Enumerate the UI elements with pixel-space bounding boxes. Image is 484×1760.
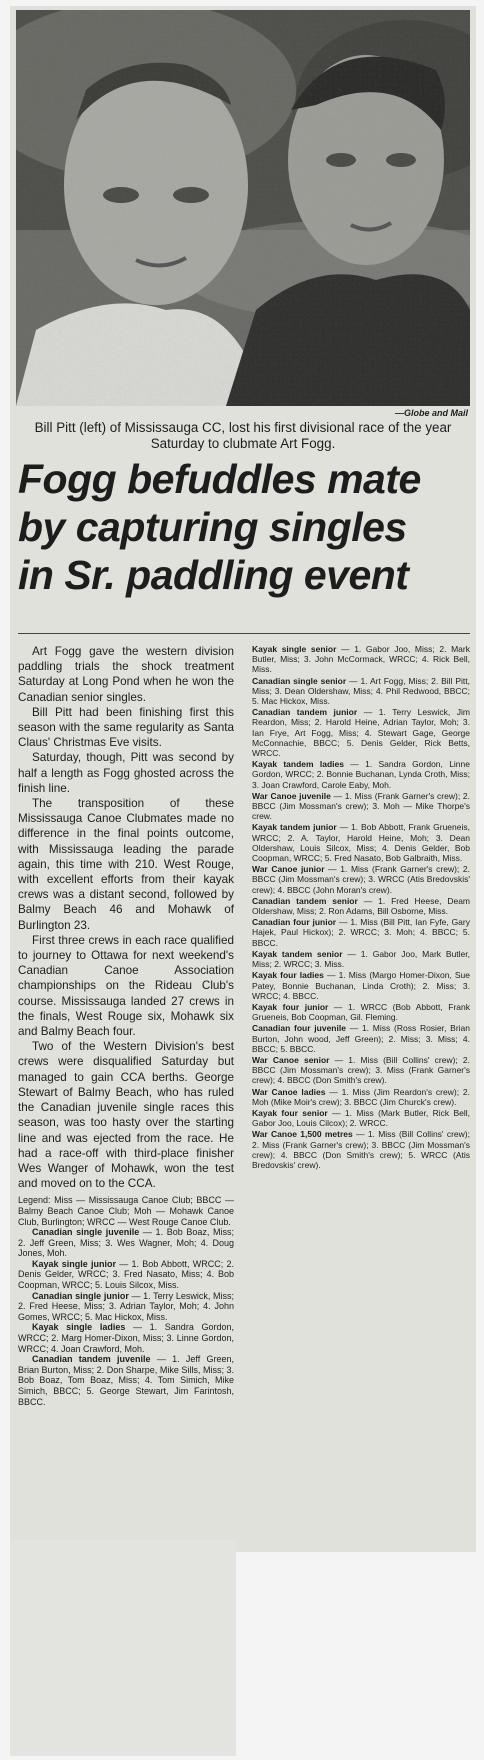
- story-paragraph: Saturday, though, Pitt was second by half a length as Fogg ghosted across the finish line.: [18, 751, 234, 795]
- legend: Legend: Miss — Mississauga Canoe Club; BBCC — Balmy Beach Canoe Club; Moh — Mohawk Canoe Club, Burlington; WRCC — West Rouge Canoe Club.: [18, 1195, 234, 1227]
- photo-caption: Bill Pitt (left) of Mississauga CC, lost his first divisional race of the year Saturday to clubmate Art Fogg.: [34, 420, 452, 451]
- results-list-left: [18, 1227, 234, 1407]
- result-entry: [18, 1259, 234, 1291]
- result-event: Canadian tandem junior: [252, 707, 358, 718]
- photo-credit: —Globe and Mail: [394, 408, 468, 418]
- result-entry: [252, 759, 470, 790]
- result-entry: [252, 1087, 470, 1107]
- headline-line: Fogg befuddles mate: [18, 456, 421, 502]
- result-event: War Canoe 1,500 metres: [252, 1129, 353, 1140]
- result-text: — 1. Miss (Mark Butler, Rick Bell, Gabor Joo, Louis Cilcox); 2. WRCC.: [252, 1107, 470, 1129]
- story-paragraph: The transposition of these Mississauga Canoe Clubmates made no difference in the final points outcome, with Mississauga leading the parade again, this time with 210. West Rouge, with excellent efforts from their kayak crews was a distant second, followed by Balmy Beach 46 and Mohawk of Burlington 23.: [18, 797, 234, 932]
- result-event: Kayak four ladies: [252, 970, 324, 981]
- result-text: — 1. Fred Heese, Deam Oldershaw, Miss; 2. Ron Adams, Bill Osborne, Miss.: [252, 895, 471, 917]
- result-event: Kayak tandem senior: [252, 948, 343, 959]
- result-text: — 1. Bob Boaz, Miss; 2. Jeff Green, Miss; 3. Wes Wagner, Moh; 4. Doug Jones, Moh.: [18, 1227, 234, 1259]
- result-text: — 1. Gabor Joo, Mark Butler, Miss; 2. WRCC; 3. Miss.: [252, 948, 471, 970]
- result-event: Kayak four senior: [252, 1107, 328, 1118]
- headline-rule: [18, 633, 470, 634]
- result-entry: [252, 1002, 470, 1022]
- result-event: Kayak tandem ladies: [252, 759, 344, 770]
- result-text: — 1. Miss (Bill Collins' crew); 2. Miss (Frank Garner's crew); 3. BBCC (Jim Mossman's crew); 4. BBCC (Don Smith's crew); 5. WRCC (Atis Bredovskis' crew).: [252, 1129, 470, 1170]
- result-event: Kayak single ladies: [32, 1322, 126, 1333]
- result-text: — 1. WRCC (Bob Abbott, Frank Grueneis, Bob Coopman, Gil. Fleming.: [252, 1001, 470, 1023]
- story-paragraph: Two of the Western Division's best crews were disqualified Saturday but managed to gain CCA berths. George Stewart of Balmy Beach, who has ruled the Canadian juvenile single races this season, was too hasty over the starting line and was ejected from the race. He had a race-off with third-place finisher Wes Wanger of Mohawk, won the test and moved on to the CCA.: [18, 1040, 234, 1191]
- result-entry: [252, 896, 470, 916]
- result-entry: [252, 644, 470, 675]
- photo: [16, 10, 470, 406]
- result-text: — 1. Miss (Margo Homer-Dixon, Sue Patey, Bonnie Buchanan, Linda Croth); 2. Miss; 3. WRCC; 4. BBCC.: [252, 970, 471, 1001]
- result-event: Canadian four juvenile: [252, 1023, 346, 1034]
- result-text: — 1. Miss (Bill Pitt, Ian Fyfe, Gary Hajek, Paul Hickox); 2. WRCC; 3. Moh; 4. BBCC; 5. BBCC.: [252, 917, 470, 948]
- result-entry: [252, 822, 470, 863]
- photo-image: [16, 10, 470, 406]
- result-text: — 1. Gabor Joo, Miss; 2. Mark Butler, Miss; 3. John McCormack, WRCC; 4. Rick Bell, Miss.: [252, 644, 470, 675]
- result-event: War Canoe juvenile: [252, 790, 331, 801]
- result-entry: [252, 791, 470, 822]
- result-event: Canadian tandem juvenile: [32, 1354, 151, 1365]
- clipping-background-lower: [10, 1540, 236, 1756]
- result-event: Kayak tandem junior: [252, 822, 337, 833]
- result-event: Kayak single senior: [252, 644, 337, 654]
- story-paragraph: First three crews in each race qualified to journey to Ottawa for next weekend's Canadian Canoe Association championships on the Rideau Club's course. Mississauga landed 27 crews in the finals, West Rouge six, Mohawk six and Balmy Beach four.: [18, 933, 234, 1039]
- story-column: [18, 644, 234, 1407]
- result-text: — 1. Sandra Gordon, Linne Gordon, WRCC; 2. Bonnie Buchanan, Lynda Croth, Miss; 3. Joan Crawford, Carole Eaby, Moh.: [252, 759, 470, 790]
- result-event: Canadian single juvenile: [32, 1227, 140, 1238]
- result-text: — 1. Jeff Green, Brian Burton, Miss; 2. Don Sharpe, Mike Sills, Miss; 3. Bob Boaz, Tom Boaz, Miss; 4. Tom Simich, Mike Simich, BBCC; 5. George Stewart, Jim Farintosh, BBCC.: [18, 1354, 234, 1407]
- result-event: War Canoe ladies: [252, 1086, 326, 1097]
- result-entry: [252, 917, 470, 948]
- result-text: — 1. Miss (Ross Rosier, Brian Burton, John wood, Jeff Green); 2. Miss; 3. Miss; 4. BBCC; 5. BBCC.: [252, 1023, 470, 1054]
- headline: [18, 455, 470, 599]
- result-entry: [252, 1108, 470, 1128]
- story-paragraph: Bill Pitt had been finishing first this season with the same regularity as Santa Claus' Christmas Eve visits.: [18, 705, 234, 750]
- result-event: War Canoe junior: [252, 864, 325, 875]
- result-event: Canadian four junior: [252, 917, 337, 928]
- result-event: War Canoe senior: [252, 1054, 330, 1065]
- results-list-right: [252, 644, 470, 1171]
- result-entry: [18, 1227, 234, 1259]
- result-text: — 1. Miss (Jim Reardon's crew); 2. Moh (Mike Moir's crew); 3. BBCC (Jim Churck's crew).: [252, 1086, 470, 1107]
- result-entry: [252, 1023, 470, 1054]
- result-text: — 1. Miss (Frank Garner's crew); 2. BBCC (Jim Mossman's crew); 3. Moh — Mike Thorpe's crew.: [252, 790, 471, 822]
- result-entry: [252, 1055, 470, 1086]
- result-text: — 1. Bob Abbott, Frank Grueneis, WRCC; 2. A. Taylor, Harold Heine, Moh; 3. Dean Oldershaw, Louis Silcox, Miss; 4. Denis Gelder, Bob Coopman, WRCC; 5. Fred Nasato, Bob Galbraith, Miss.: [252, 822, 470, 864]
- result-event: Canadian tandem senior: [252, 895, 358, 906]
- story-paragraph: Art Fogg gave the western division paddling trials the shock treatment Saturday at Long Pond when he won the Canadian senior singles.: [18, 645, 234, 704]
- result-entry: [252, 707, 470, 758]
- result-entry: [252, 949, 470, 969]
- result-text: — 1. Art Fogg, Miss; 2. Bill Pitt, Miss; 3. Dean Oldershaw, Miss; 4. Phil Redwood, BBCC; 5. Mac Hickox, Miss.: [252, 675, 470, 707]
- result-text: — 1. Terry Leswick, Miss; 2. Fred Heese, Miss; 3. Adrian Taylor, Moh; 4. John Gomes, WRCC; 5. Mac Hickox, Miss.: [18, 1290, 234, 1322]
- result-event: Kayak single junior: [32, 1258, 117, 1269]
- result-entry: [252, 970, 470, 1001]
- result-event: Canadian single junior: [32, 1290, 129, 1301]
- result-text: — 1. Sandra Gordon, WRCC; 2. Marg Homer-Dixon, Miss; 3. Linne Gordon, WRCC; 4. Joan Crawford, Moh.: [18, 1322, 234, 1354]
- result-text: — 1. Terry Leswick, Jim Reardon, Miss; 2. Harold Heine, Adrian Taylor, Moh; 3. Ian Frye, Art Fogg, Miss; 4. Stewart Gage, George McConnachie, BBCC; 5. Denis Gelder, Rick Betts, WRCC.: [252, 707, 470, 759]
- result-entry: [18, 1354, 234, 1407]
- result-text: — 1. Miss (Bill Collins' crew); 2. BBCC (Jim Mossman's crew); 3. Miss (Frank Garner's crew); 4. BBCC (Don Smith's crew).: [252, 1054, 470, 1086]
- result-entry: [252, 676, 470, 707]
- result-entry: [18, 1291, 234, 1323]
- result-entry: [18, 1322, 234, 1354]
- headline-line: in Sr. paddling event: [18, 552, 409, 598]
- headline-line: by capturing singles: [18, 504, 407, 550]
- result-entry: [252, 1129, 470, 1170]
- result-entry: [252, 864, 470, 895]
- result-event: Canadian single senior: [252, 675, 347, 686]
- result-text: — 1. Bob Abbott, WRCC; 2. Denis Gelder, WRCC; 3. Fred Nasato, Miss; 4. Bob Coopman, WRCC; 5. Louis Silcox, Miss.: [18, 1258, 235, 1291]
- result-event: Kayak four junior: [252, 1001, 329, 1012]
- result-text: — 1. Miss (Frank Garner's crew); 2. BBCC (Jim Mossman's crew); 3. WRCC (Atis Bredovskis' crew); 4. BBCC (John Moran's crew).: [252, 864, 470, 895]
